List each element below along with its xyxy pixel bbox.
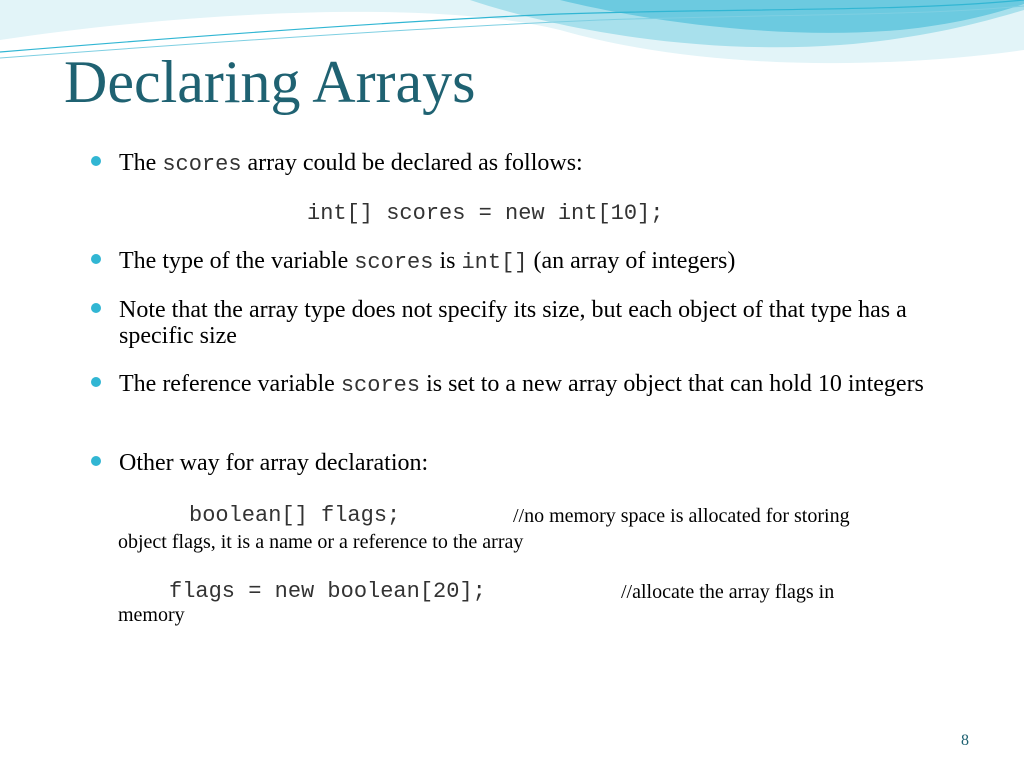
comment-continuation-1: object flags, it is a name or a reference to the array xyxy=(118,531,524,553)
comment-example-boolean-flags: //no memory space is allocated for storing xyxy=(513,505,850,527)
comment-example-allocate-flags: //allocate the array flags in xyxy=(621,581,835,603)
slide-title: Declaring Arrays xyxy=(64,49,476,115)
page-number: 8 xyxy=(961,732,969,749)
bullet-2-code-type: int[] xyxy=(461,250,528,275)
code-example-declaration: int[] scores = new int[10]; xyxy=(307,201,664,226)
bullet-1-pre: The xyxy=(119,150,163,176)
bullet-4-code: scores xyxy=(340,373,421,398)
bullet-4-pre: The reference variable xyxy=(119,371,341,397)
code-example-allocate-flags: flags = new boolean[20]; xyxy=(169,579,486,604)
bullet-dot-icon xyxy=(91,377,101,387)
bullet-2-code-scores: scores xyxy=(354,250,434,275)
bullet-3 xyxy=(88,297,959,349)
bullet-dot-icon xyxy=(91,254,101,264)
bullet-2 xyxy=(88,248,979,276)
bullet-dot-icon xyxy=(91,303,101,313)
bullet-5-text: Other way for array declaration: xyxy=(119,450,429,476)
bullet-5 xyxy=(88,450,979,476)
bullet-4-post: is set to a new array object that can hold 10 integers xyxy=(420,371,924,397)
bullet-2-post: (an array of integers) xyxy=(527,248,736,274)
bullet-dot-icon xyxy=(91,456,101,466)
comment-continuation-2: memory xyxy=(118,604,185,626)
bullet-3-text: Note that the array type does not specify its size, but each object of that type has a specific size xyxy=(119,297,907,349)
bullet-dot-icon xyxy=(91,156,101,166)
bullet-1-code: scores xyxy=(162,152,242,177)
bullet-4 xyxy=(88,371,959,399)
bullet-2-pre: The type of the variable xyxy=(119,248,355,274)
code-example-boolean-flags: boolean[] flags; xyxy=(189,503,401,528)
bullet-1-post: array could be declared as follows: xyxy=(241,150,583,176)
bullet-2-mid: is xyxy=(433,248,462,274)
bullet-1 xyxy=(88,150,979,178)
